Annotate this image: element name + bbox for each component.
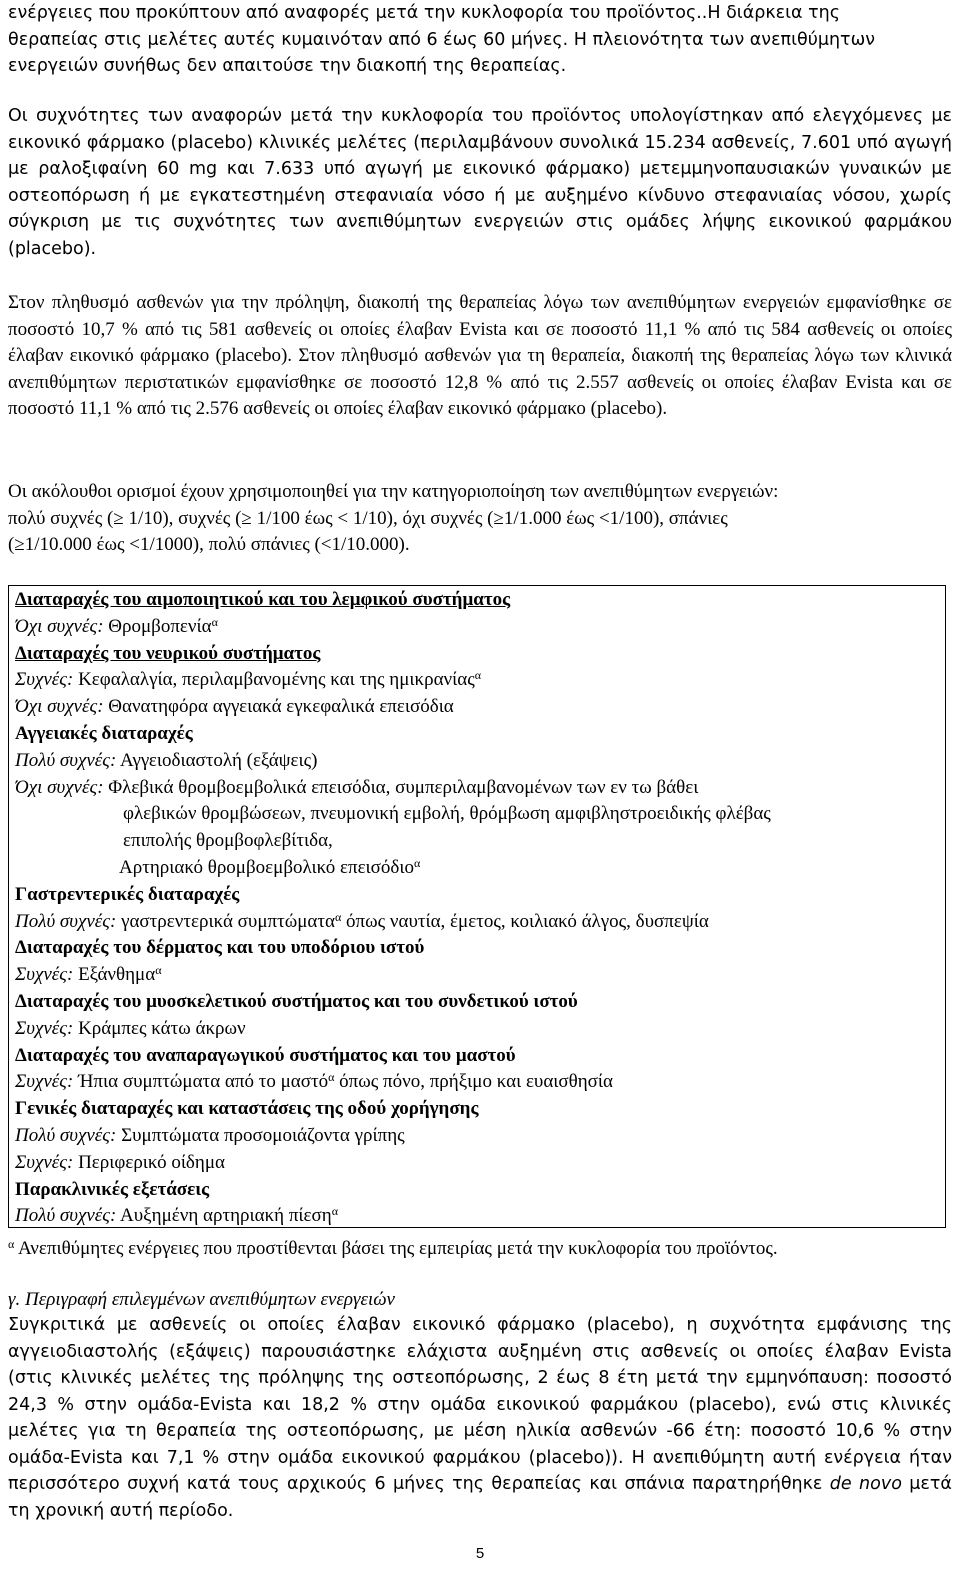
reaction-text: Κεφαλαλγία, περιλαμβανομένης και της ημικρανίας [78, 669, 475, 691]
postmarketing-mark: α [328, 1070, 335, 1085]
frequency-label: Πολύ συχνές: [15, 749, 117, 771]
frequency-label: Συχνές: [15, 1151, 74, 1173]
postmarketing-mark: α [474, 668, 482, 683]
reaction-continuation: φλεβικών θρομβώσεων, πνευμονική εμβολή, θρόμβωση αμφιβληστροειδικής φλέβας [123, 803, 771, 825]
reaction-text: όπως πόνο, πρήξιμο και ευαισθησία [339, 1071, 613, 1093]
reaction-row [15, 1150, 945, 1177]
table-footnote [8, 1236, 952, 1263]
soc-header: Διαταραχές του αναπαραγωγικού συστήματος και του μαστού [15, 1044, 516, 1066]
frequency-label: Όχι συχνές: [15, 615, 104, 637]
soc-header: Διαταραχές του δέρματος και του υποδόριου ιστού [15, 937, 425, 959]
footnote-text: Ανεπιθύμητες ενέργειες που προστίθενται βάσει της εμπειρίας μετά την κυκλοφορία του προϊόντος. [18, 1238, 778, 1259]
frequency-label: Όχι συχνές: [15, 776, 104, 798]
frequency-label: Πολύ συχνές: [15, 1205, 117, 1227]
frequency-label: Όχι συχνές: [15, 696, 104, 718]
section-body [8, 1312, 952, 1524]
soc-header: Διαταραχές του νευρικού συστήματος [15, 642, 321, 664]
reaction-row [15, 775, 945, 802]
reaction-text: Ήπια συμπτώματα από το μαστό [78, 1071, 329, 1093]
reaction-text: Αυξημένη αρτηριακή πίεση [120, 1205, 332, 1227]
section-body-italic: de novo [829, 1474, 902, 1494]
frequency-label: Πολύ συχνές: [15, 910, 117, 932]
section-body-text: Συγκριτικά με ασθενείς οι οποίες έλαβαν εικονικό φάρμακο (placebo), η συχνότητα εμφάνισης της αγγειοδιαστολής (εξάψεις) παρουσιάστηκε ελάχιστα αυξημένη στις ασθενείς οι οποίες έλαβαν Evista (στις κλινικές μελέτες της πρόληψης της οστεοπόρωσης, 2 έως 8 έτη μετά την εμμηνόπαυση: ποσοστό 24,3 % στην ομάδα-Evista και 18,2 % στην ομάδα εικονικού φαρμάκου (placebo), ενώ στις κλινικές μελέτες για τη θεραπεία της οστεοπόρωσης, με μέση ηλικία ασθενών -66 έτη: ποσοστό 10,6 % στην ομάδα-Evista και 7,1 % στην ομάδα εικονικού φαρμάκου (placebo)). Η ανεπιθύμητη αυτή ενέργεια ήταν περισσότερο συχνή κατά τους αρχικούς 6 μήνες της θεραπείας και σπάνια παρατηρήθηκε [8, 1315, 952, 1494]
reaction-row [15, 909, 945, 936]
frequency-label: Συχνές: [15, 1071, 74, 1093]
intro-paragraph [8, 0, 952, 80]
postmarketing-mark: α [413, 855, 421, 870]
reaction-row [15, 1123, 945, 1150]
postmarketing-mark: α [211, 614, 218, 629]
reaction-text: Κράμπες κάτω άκρων [78, 1017, 246, 1039]
reaction-text: Εξάνθημα [78, 964, 156, 986]
section-body-text: μετά τη χρονική αυτή περίοδο. [8, 1474, 952, 1521]
definitions-line: (≥1/10.000 έως <1/1000), πολύ σπάνιες (<1/10.000). [8, 534, 410, 555]
reaction-text: όπως ναυτία, έμετος, κοιλιακό άλγος, δυσπεψία [346, 910, 709, 932]
postmarketing-mark: α [334, 909, 342, 924]
reaction-text: Αγγειοδιαστολή (εξάψεις) [120, 749, 318, 771]
reaction-continuation: επιπολής θρομβοφλεβίτιδα, [123, 830, 333, 852]
soc-header: Διαταραχές του μυοσκελετικού συστήματος και του συνδετικού ιστού [15, 990, 578, 1012]
reaction-text: γαστρεντερικά συμπτώματα [121, 910, 335, 932]
reaction-continuation [15, 855, 945, 882]
frequency-label: Συχνές: [15, 669, 74, 691]
definitions-paragraph [8, 479, 952, 559]
reaction-text: Περιφερικό οίδημα [78, 1151, 225, 1173]
intro-line: θεραπείας στις μελέτες αυτές κυμαινόταν από 6 έως 60 μήνες. Η πλειονότητα των ανεπιθύμητων [8, 29, 876, 50]
reaction-text: Φλεβικά θρομβοεμβολικά επεισόδια, συμπεριλαμβανομένων των εν τω βάθει [108, 776, 699, 798]
postmarketing-mark: α [331, 1204, 338, 1219]
soc-header: Γενικές διαταραχές και καταστάσεις της οδού χορήγησης [15, 1098, 479, 1120]
reaction-row [15, 1069, 945, 1096]
frequency-paragraph: Οι συχνότητες των αναφορών μετά την κυκλοφορία του προϊόντος υπολογίστηκαν από ελεγχόμενες με εικονικό φάρμακο (placebo) κλινικές μελέτες (περιλαμβάνουν συνολικά 15.234 ασθενείς, 7.601 υπό αγωγή με ραλοξιφαίνη 60 mg και 7.633 υπό αγωγή με εικονικό φάρμακο) μετεμμηνοπαυσιακών γυναικών με οστεοπόρωση ή με εγκατεστημένη στεφανιαία νόσο ή με αυξημένο κίνδυνο στεφανιαίας νόσου, χωρίς σύγκριση με τις συχνότητες των ανεπιθύμητων ενεργειών στις ομάδες λήψης εικονικού φαρμάκου (placebo). [8, 106, 952, 259]
footnote-mark: α [8, 1237, 15, 1251]
reaction-row [15, 667, 945, 694]
reaction-row [15, 694, 945, 721]
frequency-label: Συχνές: [15, 964, 74, 986]
section-title: γ. Περιγραφή επιλεγμένων ανεπιθύμητων ενεργειών [8, 1289, 395, 1310]
soc-header: Αγγειακές διαταραχές [15, 722, 193, 744]
frequency-label: Πολύ συχνές: [15, 1124, 117, 1146]
discontinuation-paragraph: Στον πληθυσμό ασθενών για την πρόληψη, διακοπή της θεραπείας λόγω των ανεπιθύμητων ενεργειών εμφανίσθηκε σε ποσοστό 10,7 % από τις 581 ασθενείς οι οποίες έλαβαν Evista και σε ποσοστό 11,1 % από τις 584 ασθενείς οι οποίες έλαβαν εικονικό φάρμακο (placebo). Στον πληθυσμό ασθενών για τη θεραπεία, διακοπή της θεραπείας λόγω των κλινικά ανεπιθύμητων περιστατικών εμφανίσθηκε σε ποσοστό 12,8 % από τις 2.557 ασθενείς οι οποίες έλαβαν Evista και σε ποσοστό 11,1 % από τις 2.576 ασθενείς οι οποίες έλαβαν εικονικό φάρμακο (placebo). [8, 292, 952, 419]
reaction-row [15, 1203, 945, 1230]
page-number: 5 [475, 1545, 485, 1562]
reaction-text: Συμπτώματα προσομοιάζοντα γρίπης [121, 1124, 405, 1146]
reaction-row [15, 748, 945, 775]
definitions-line: Οι ακόλουθοι ορισμοί έχουν χρησιμοποιηθεί για την κατηγοριοποίηση των ανεπιθύμητων ενεργειών: [8, 481, 779, 502]
reaction-row [15, 614, 945, 641]
reaction-text: Θρομβοπενία [108, 615, 212, 637]
reaction-row [15, 962, 945, 989]
soc-header: Παρακλινικές εξετάσεις [15, 1178, 210, 1200]
soc-header: Γαστρεντερικές διαταραχές [15, 883, 240, 905]
soc-header: Διαταραχές του αιμοποιητικού και του λεμφικού συστήματος [15, 589, 511, 610]
adverse-reactions-table [8, 585, 946, 1228]
reaction-text: Θανατηφόρα αγγειακά εγκεφαλικά επεισόδια [108, 696, 454, 718]
intro-line: ενέργειες που προκύπτουν από αναφορές μετά την κυκλοφορία του προϊόντος..Η διάρκεια της [8, 3, 841, 23]
reaction-text: Αρτηριακό θρομβοεμβολικό επεισόδιο [119, 856, 414, 878]
definitions-line: πολύ συχνές (≥ 1/10), συχνές (≥ 1/100 έως < 1/10), όχι συχνές (≥1/1.000 έως <1/100), σπάνιες [8, 507, 728, 529]
frequency-label: Συχνές: [15, 1017, 74, 1039]
postmarketing-mark: α [155, 963, 162, 978]
reaction-row [15, 1016, 945, 1043]
intro-line: ενεργειών συνήθως δεν απαιτούσε την διακοπή της θεραπείας. [8, 56, 567, 76]
